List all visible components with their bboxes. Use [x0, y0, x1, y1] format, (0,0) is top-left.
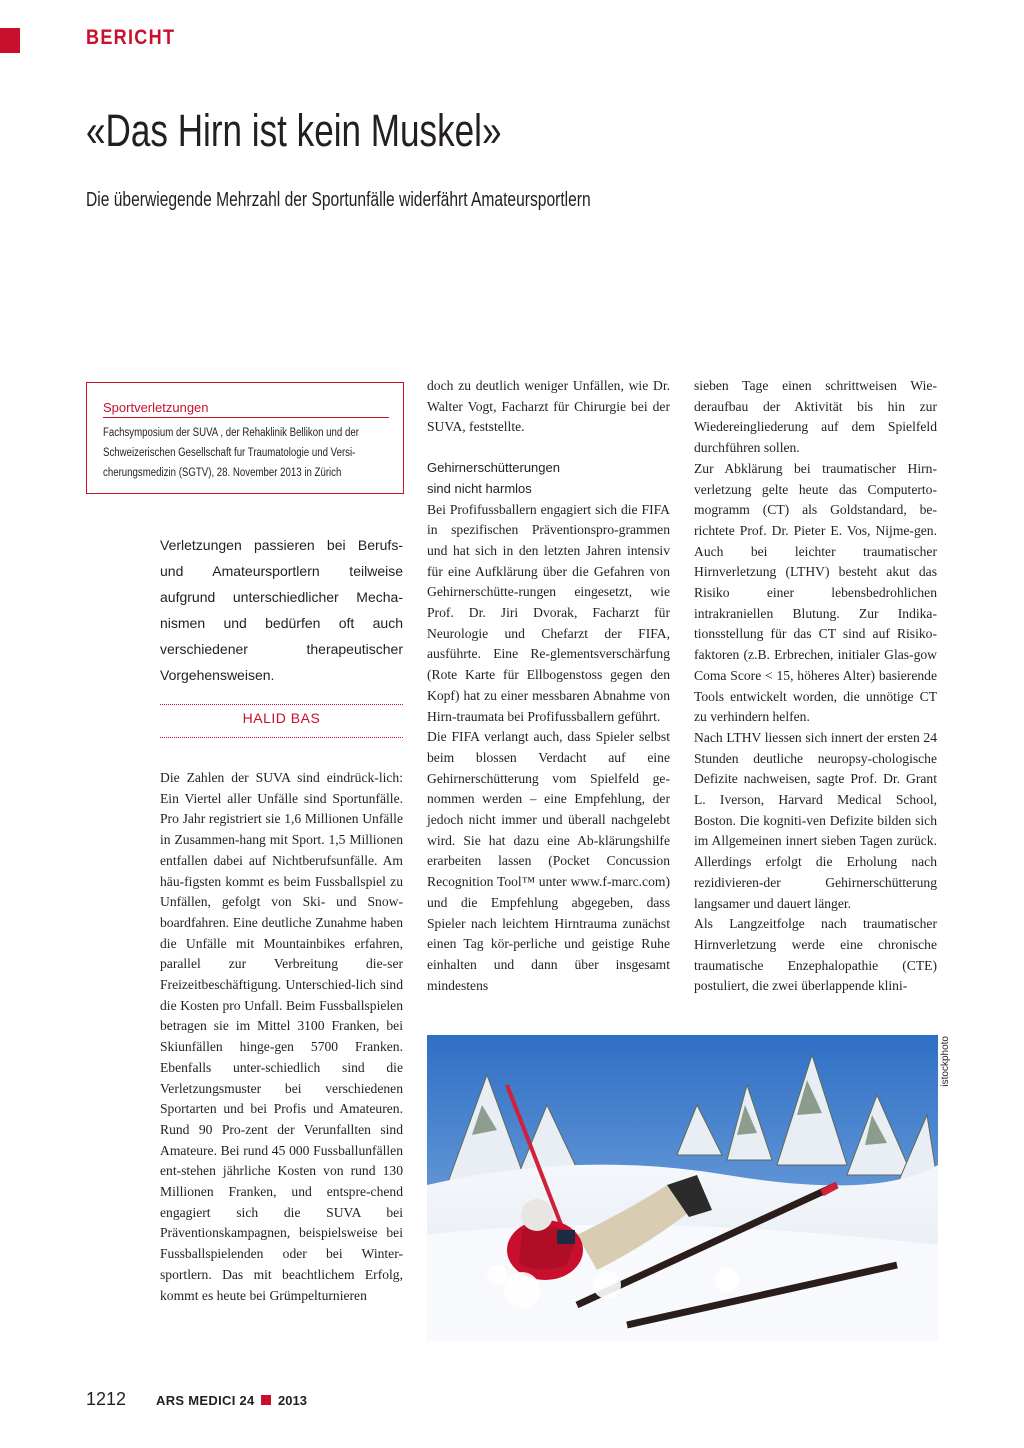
lead-line: nismen und bedürfen oft auch — [160, 615, 403, 631]
footer-square-icon — [261, 1395, 271, 1405]
lead-paragraph — [160, 532, 403, 688]
body-paragraph: Bei Profifussballern engagiert sich die FIFA in spezifischen Präventionspro-grammen und hat sich in den letzten Jahren intensiv für eine Aufklärung über die Gefahren von Gehirnerschütte-rungen eingesetzt, wie Prof. Dr. Jiri Dvorak, Facharzt für Neurologie und Chefarzt der FIFA, ausführte. Eine Re-glementsverschärfung (Rote Karte für Ellbogenstoss gegen den Kopf) hat zu einer messbaren Abnahme von Hirn-traumata bei Profifussballern geführt. — [427, 501, 670, 724]
journal-year: 2013 — [278, 1393, 307, 1408]
skier-fall-photo — [427, 1035, 938, 1341]
info-box-line: Schweizerischen Gesellschaft fur Traumatologie und Versi- — [103, 447, 356, 459]
subheading-line: Gehirnerschütterungen — [427, 460, 560, 476]
body-paragraph: Als Langzeitfolge nach traumatischer Hirnverletzung werde eine chronische traumatische Enzephalopathie (CTE) postuliert, die zwei überlappende klini- — [694, 916, 937, 994]
subheading-line: sind nicht harmlos — [427, 480, 532, 496]
body-column-1 — [160, 768, 403, 1306]
info-box-text — [103, 423, 389, 483]
article-subtitle: Die überwiegende Mehrzahl der Sportunfälle widerfährt Amateursportlern — [86, 189, 591, 211]
page-footer — [86, 1389, 307, 1410]
section-subheading — [427, 458, 670, 499]
body-paragraph: Nach LTHV liessen sich innert der ersten 24 Stunden deutliche neuropsy-chologische Defizite nachweisen, sagte Prof. Dr. Grant L. Iverson, Harvard Medical School, Boston. Die kogniti-ven Defizite bilden sich im Allgemeinen innert sieben Tagen zurück. Allerdings erfolgt die Erholung nach rezidivieren-der Gehirnerschütterung langsamer und dauert länger. — [694, 729, 937, 911]
body-column-3 — [694, 376, 937, 997]
section-marker — [0, 28, 20, 53]
lead-line: aufgrund unterschiedlicher Mecha- — [160, 589, 403, 605]
author-divider-top — [160, 704, 403, 705]
lead-line: verschiedener therapeutischer — [160, 641, 403, 657]
body-paragraph: Die FIFA verlangt auch, dass Spieler selbst beim blossen Verdacht auf eine Gehirnerschütterung vom Spielfeld ge-nommen werden – eine Empfehlung, der jedoch nicht immer und überall nachgelebt wird. Sie hat dazu eine Ab-klärungshilfe erarbeiten lassen (Pocket Concussion Recognition Tool™ unter www.f-marc.com) und die Empfehlung abgegeben, dass Spieler nach leichtem Hirntrauma zunächst einen Tag kör-perliche und geistige Ruhe einhalten und dann über insgesamt mindestens — [427, 729, 670, 993]
lead-line: und Amateursportlern teilweise — [160, 563, 403, 579]
lead-line: Vorgehensweisen. — [160, 667, 275, 683]
section-label: BERICHT — [86, 26, 176, 49]
info-box-line: cherungsmedizin (SGTV), 28. November 2013 in Zürich — [103, 467, 342, 479]
photo-credit: istockphoto — [940, 1036, 951, 1087]
body-paragraph: sieben Tage einen schrittweisen Wie-deraufbau der Aktivität bis hin zur Wiedereingliederung auf dem Spielfeld durchführen sollen. — [694, 378, 937, 456]
article-title: «Das Hirn ist kein Muskel» — [86, 105, 502, 156]
info-box-divider — [103, 417, 389, 418]
info-box-line: Fachsymposium der SUVA , der Rehaklinik Bellikon und der — [103, 427, 359, 439]
body-column-2 — [427, 376, 670, 996]
info-box — [86, 382, 404, 494]
author-divider-bottom — [160, 737, 403, 738]
page-number: 1212 — [86, 1389, 127, 1409]
author-name: HALID BAS — [242, 710, 321, 726]
journal-name: ARS MEDICI 24 — [156, 1393, 255, 1408]
body-paragraph: Die Zahlen der SUVA sind eindrück-lich: Ein Viertel aller Unfälle sind Sportunfälle. Pro Jahr registriert sie 1,6 Millionen Unfälle in Zusammen-hang mit Sport. 1,5 Millionen entfallen dabei auf Nichtberufsunfälle. Am häu-figsten kommt es beim Fussballspiel zu Unfällen, gefolgt von Ski- und Snow-boardfahren. Eine deutliche Zunahme haben die Unfälle mit Mountainbikes erfahren, parallel zur Verbreitung die-ser Freizeitbeschäftigung. Unterschied-lich sind die Kosten pro Unfall. Beim Fussballspielen betragen sie im Mittel 3100 Franken, bei Skiunfällen hinge-gen 5700 Franken. Ebenfalls unter-schiedlich sind die Verletzungsmuster bei verschiedenen Sportarten und bei Profis und Amateuren. Rund 90 Pro-zent der Verunfallten sind Amateure. Bei rund 45 000 Fussballunfällen ent-stehen jährliche Kosten von rund 130 Millionen Franken, und entspre-chend engagiert sich die SUVA bei Präventionskampagnen, beispielsweise bei Fussballspielenden oder bei Winter-sportlern. Das mit beachtlichem Erfolg, kommt es heute bei Grümpelturnieren — [160, 770, 403, 1303]
body-paragraph: Zur Abklärung bei traumatischer Hirn-verletzung gelte heute das Computerto-mogramm (CT) als Goldstandard, be-richtete Prof. Dr. Pieter E. Vos, Nijme-gen. Auch bei leichter traumatischer Hirnverletzung (LTHV) besteht akut das Risiko einer lebensbedrohlichen intrakraniellen Blutung. Zur Indika-tionsstellung für das CT sind auf Risiko-faktoren (z.B. Erbrechen, initialer Glas-gow Coma Score < 15, höheres Alter) basierende Tools entwickelt worden, die unnötige CT zu verhindern helfen. — [694, 460, 937, 725]
info-box-title: Sportverletzungen — [103, 400, 209, 415]
body-paragraph: doch zu deutlich weniger Unfällen, wie Dr. Walter Vogt, Facharzt für Chirurgie bei der SUVA, feststellte. — [427, 378, 670, 435]
lead-line: Verletzungen passieren bei Berufs- — [160, 537, 403, 553]
